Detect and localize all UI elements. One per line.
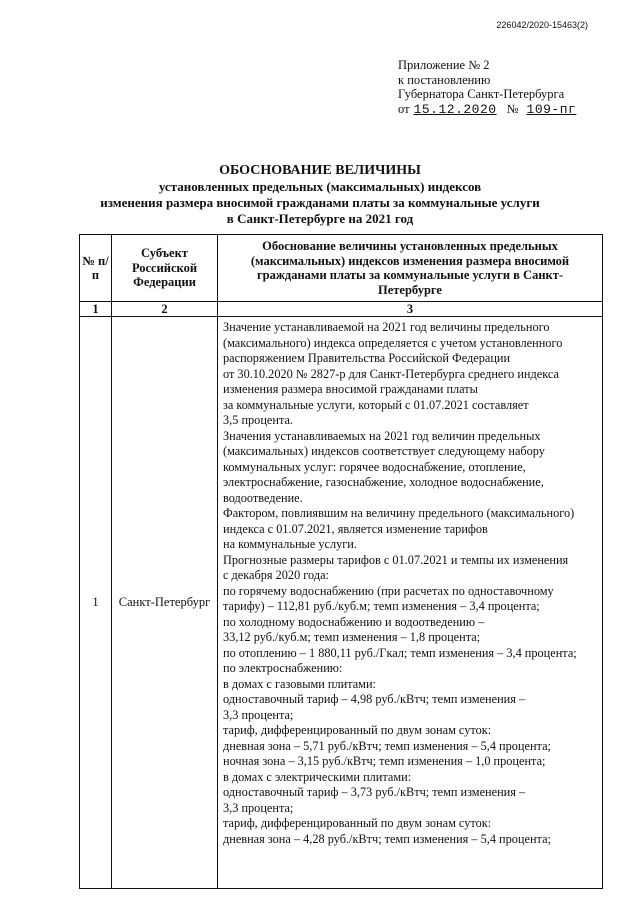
justification-line: по отоплению – 1 880,11 руб./Гкал; темп изменения – 3,4 процента;: [223, 645, 577, 660]
justification-line: ночная зона – 3,15 руб./кВтч; темп изменения – 1,0 процента;: [223, 754, 546, 768]
justification-line: по электроснабжению:: [223, 661, 343, 675]
table-row: [80, 317, 603, 889]
justification-line: 3,3 процента;: [223, 800, 294, 815]
row-justification-text: [218, 317, 603, 889]
table-header-row: [80, 235, 603, 302]
justification-line: индекса с 01.07.2021, является изменение тарифов: [223, 521, 488, 536]
decree-date: 15.12.2020: [413, 101, 497, 117]
justification-line: водоотведение.: [223, 490, 303, 505]
justification-line: 3,5 процента.: [223, 413, 293, 427]
col-number-1: 1: [80, 302, 112, 317]
justification-line: 33,12 руб./куб.м; темп изменения – 1,8 процента;: [223, 630, 481, 644]
justification-line: тарифу) – 112,81 руб./куб.м; темп изменения – 3,4 процента;: [223, 599, 540, 613]
document-title: [0, 162, 640, 227]
justification-line: изменения размера вносимой гражданами платы: [223, 382, 478, 396]
document-id: 226042/2020-15463(2): [496, 20, 588, 30]
justification-line: Фактором, повлиявшим на величину предельного (максимального): [223, 506, 575, 520]
appendix-line-1: Приложение № 2: [398, 58, 490, 72]
justification-line: Значения устанавливаемых на 2021 год величин предельных: [223, 428, 541, 443]
justification-line: в домах с электрическими плитами:: [223, 769, 412, 784]
row-number: 1: [80, 317, 112, 889]
row-subject: Санкт-Петербург: [112, 317, 218, 889]
justification-line: Значение устанавливаемой на 2021 год величины предельного: [223, 320, 550, 334]
justification-table: [79, 234, 603, 889]
decree-number: 109-пг: [526, 101, 577, 117]
justification-line: дневная зона – 4,28 руб./кВтч; темп изменения – 5,4 процента;: [223, 831, 551, 846]
justification-line: электроснабжение, газоснабжение, холодное водоснабжение,: [223, 475, 544, 489]
appendix-line-3: Губернатора Санкт-Петербурга: [398, 87, 565, 101]
justification-line: с декабря 2020 года:: [223, 568, 329, 582]
header-subject: Субъект Российской Федерации: [112, 235, 218, 302]
appendix-block: [398, 58, 576, 117]
justification-line: 3,3 процента;: [223, 707, 294, 722]
justification-line: одноставочный тариф – 3,73 руб./кВтч; темп изменения –: [223, 785, 526, 799]
justification-line: распоряжением Правительства Российской Федерации: [223, 351, 511, 365]
justification-line: коммунальных услуг: горячее водоснабжение, отопление,: [223, 459, 526, 474]
col-number-2: 2: [112, 302, 218, 317]
appendix-line-2: к постановлению: [398, 72, 491, 87]
title-line-2: установленных предельных (максимальных) индексов: [158, 179, 482, 194]
title-line-4: в Санкт-Петербурге на 2021 год: [226, 211, 414, 226]
title-line-3: изменения размера вносимой гражданами платы за коммунальные услуги: [100, 195, 540, 210]
justification-line: от 30.10.2020 № 2827-р для Санкт-Петербурга среднего индекса: [223, 366, 559, 381]
justification-line: тариф, дифференцированный по двум зонам суток:: [223, 723, 492, 737]
column-number-row: [80, 302, 603, 317]
justification-line: дневная зона – 5,71 руб./кВтч; темп изменения – 5,4 процента;: [223, 738, 551, 753]
justification-line: по холодному водоснабжению и водоотведению –: [223, 614, 485, 629]
col-number-3: 3: [218, 302, 603, 317]
decree-date-number: [398, 102, 576, 118]
justification-line: по горячему водоснабжению (при расчетах по одноставочному: [223, 583, 554, 598]
justification-line: (максимального) индекса определяется с учетом установленного: [223, 335, 563, 350]
header-num: № п/п: [80, 235, 112, 302]
number-label: №: [506, 101, 519, 116]
justification-line: одноставочный тариф – 4,98 руб./кВтч; темп изменения –: [223, 692, 526, 706]
justification-line: (максимальных) индексов соответствует следующему набору: [223, 444, 545, 458]
justification-line: в домах с газовыми плитами:: [223, 676, 376, 691]
header-justification: Обоснование величины установленных предельных (максимальных) индексов изменения размера вносимой гражданами платы за коммунальные услуги в Санкт-Петербурге: [218, 235, 603, 302]
title-line-1: ОБОСНОВАНИЕ ВЕЛИЧИНЫ: [219, 163, 421, 178]
justification-line: тариф, дифференцированный по двум зонам суток:: [223, 816, 492, 830]
from-label: от: [398, 101, 410, 116]
justification-line: за коммунальные услуги, который с 01.07.2021 составляет: [223, 397, 529, 412]
justification-line: на коммунальные услуги.: [223, 537, 357, 551]
justification-line: Прогнозные размеры тарифов с 01.07.2021 и темпы их изменения: [223, 552, 569, 567]
